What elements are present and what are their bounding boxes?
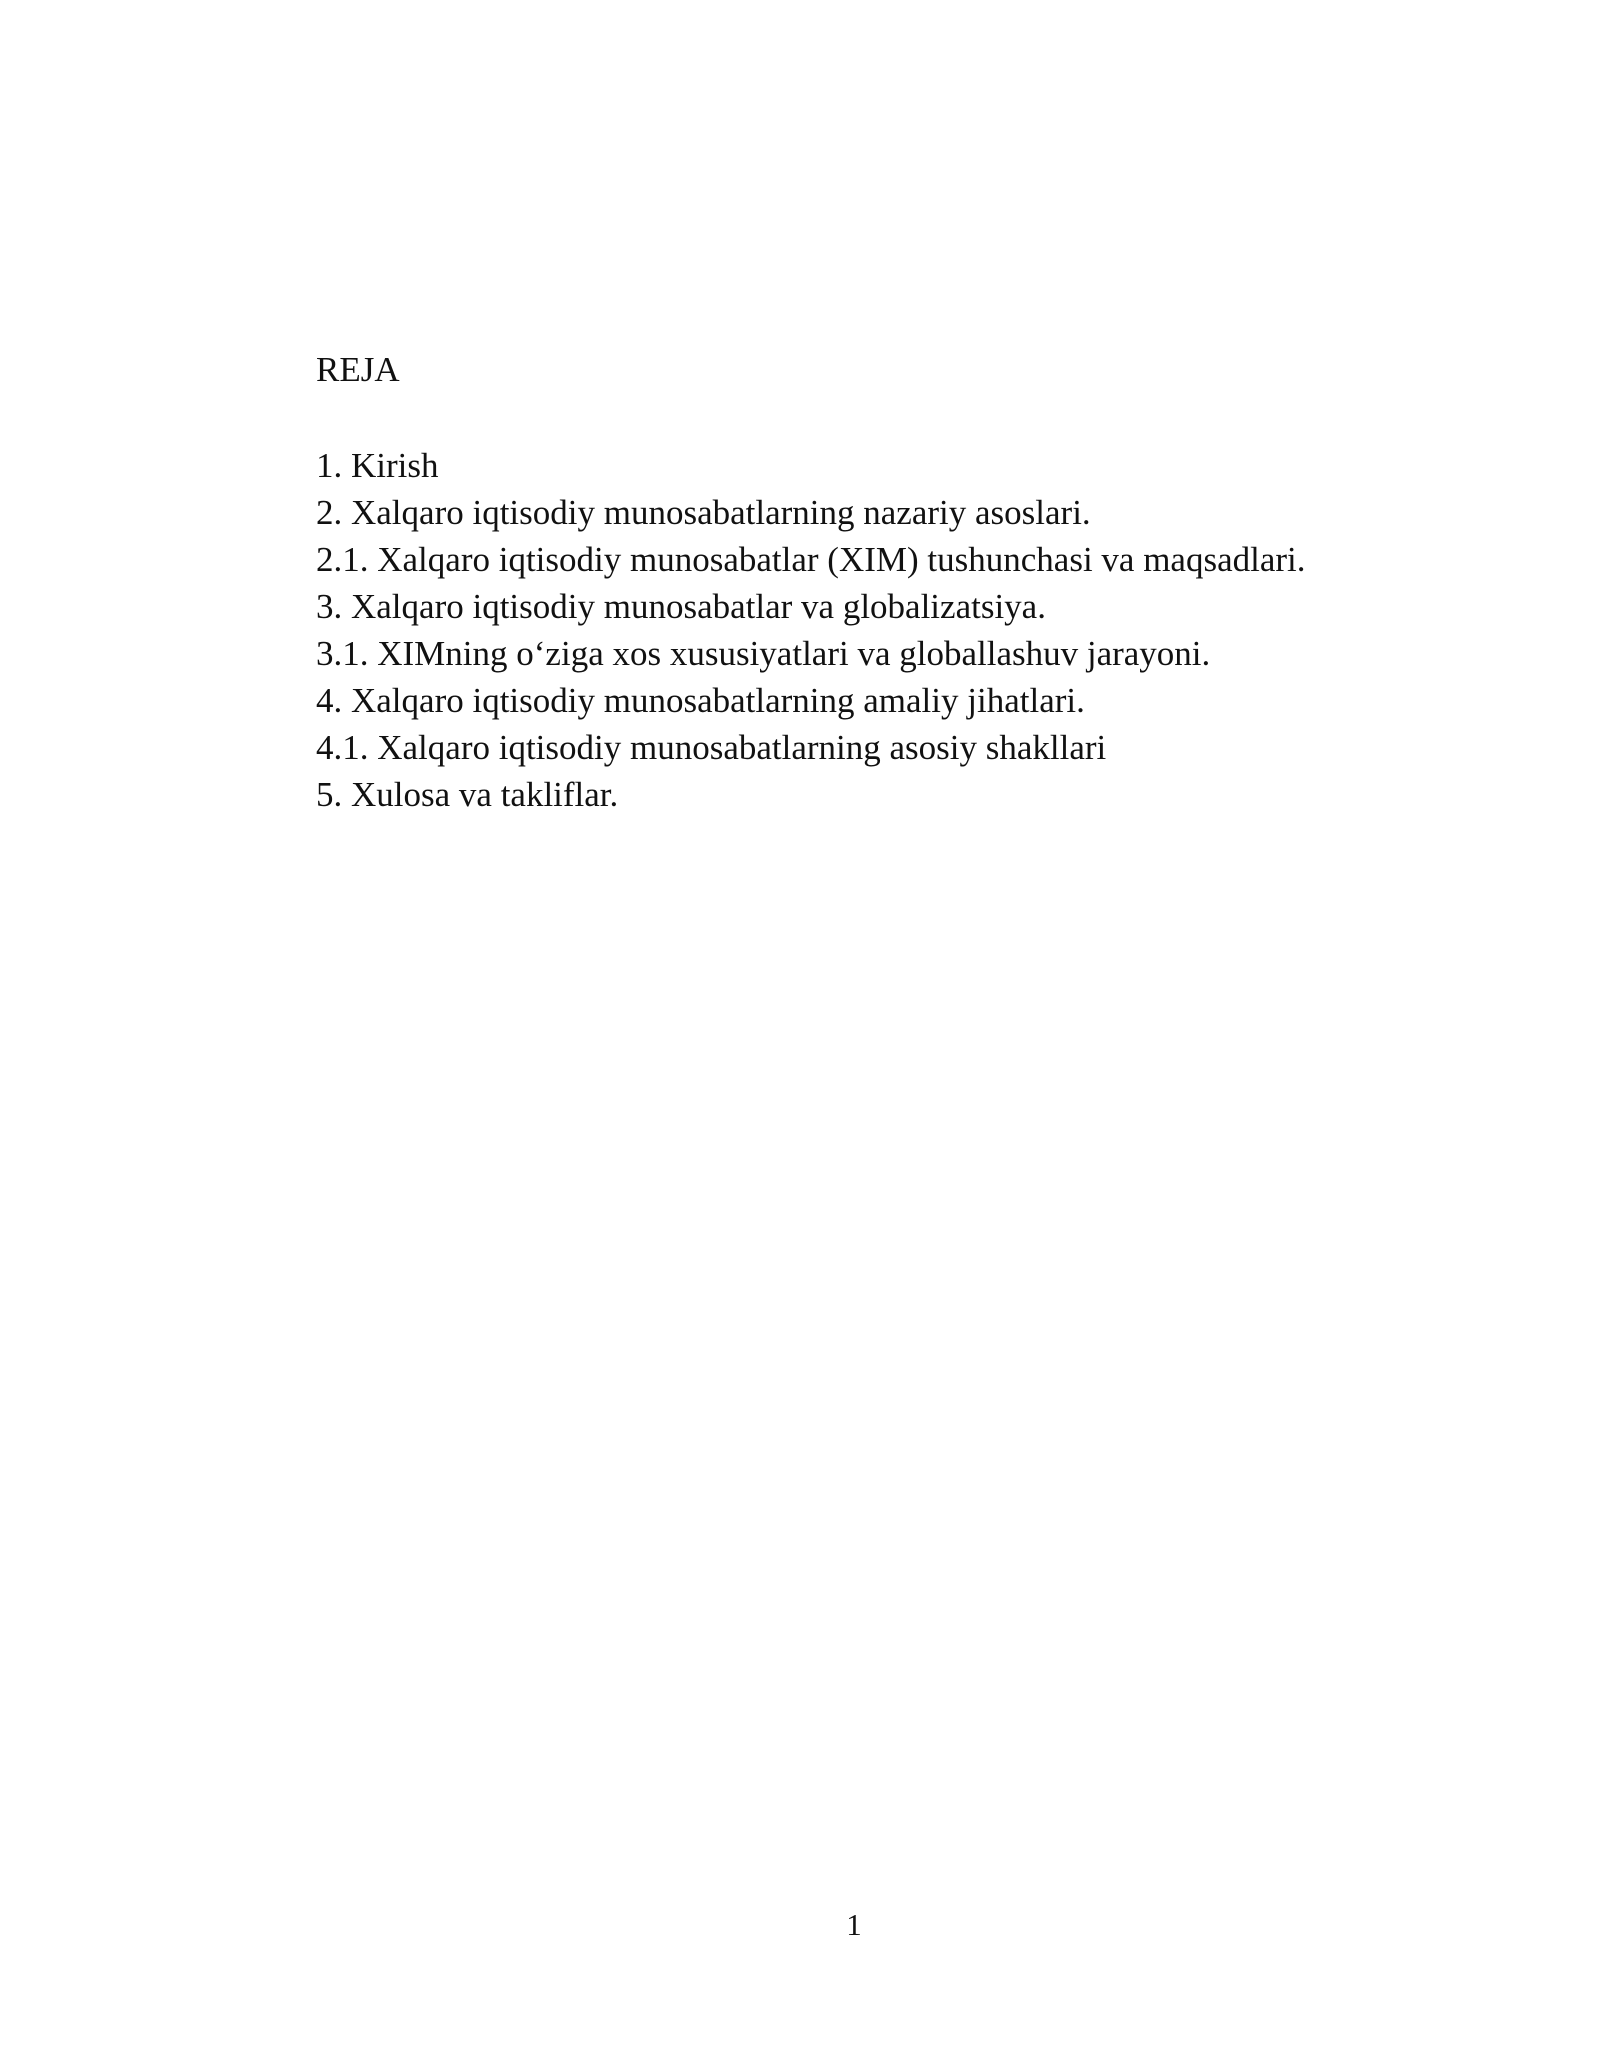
page-number: 1	[846, 1907, 862, 1942]
plan-item-main-forms: 4.1. Xalqaro iqtisodiy munosabatlarning asosiy shakllari	[316, 728, 1107, 767]
plan-item-globalization: 3. Xalqaro iqtisodiy munosabatlar va globalizatsiya.	[316, 587, 1046, 626]
plan-item-theoretical-foundations: 2. Xalqaro iqtisodiy munosabatlarning nazariy asoslari.	[316, 493, 1091, 532]
plan-item-xim-concept: 2.1. Xalqaro iqtisodiy munosabatlar (XIM) tushunchasi va maqsadlari.	[316, 540, 1306, 579]
plan-item-kirish: 1. Kirish	[316, 446, 439, 485]
plan-heading: REJA	[316, 350, 400, 389]
plan-list	[316, 442, 1306, 818]
plan-item-conclusion: 5. Xulosa va takliflar.	[316, 775, 619, 814]
plan-item-practical-aspects: 4. Xalqaro iqtisodiy munosabatlarning amaliy jihatlari.	[316, 681, 1085, 720]
plan-item-xim-features: 3.1. XIMning o‘ziga xos xususiyatlari va globallashuv jarayoni.	[316, 634, 1211, 673]
